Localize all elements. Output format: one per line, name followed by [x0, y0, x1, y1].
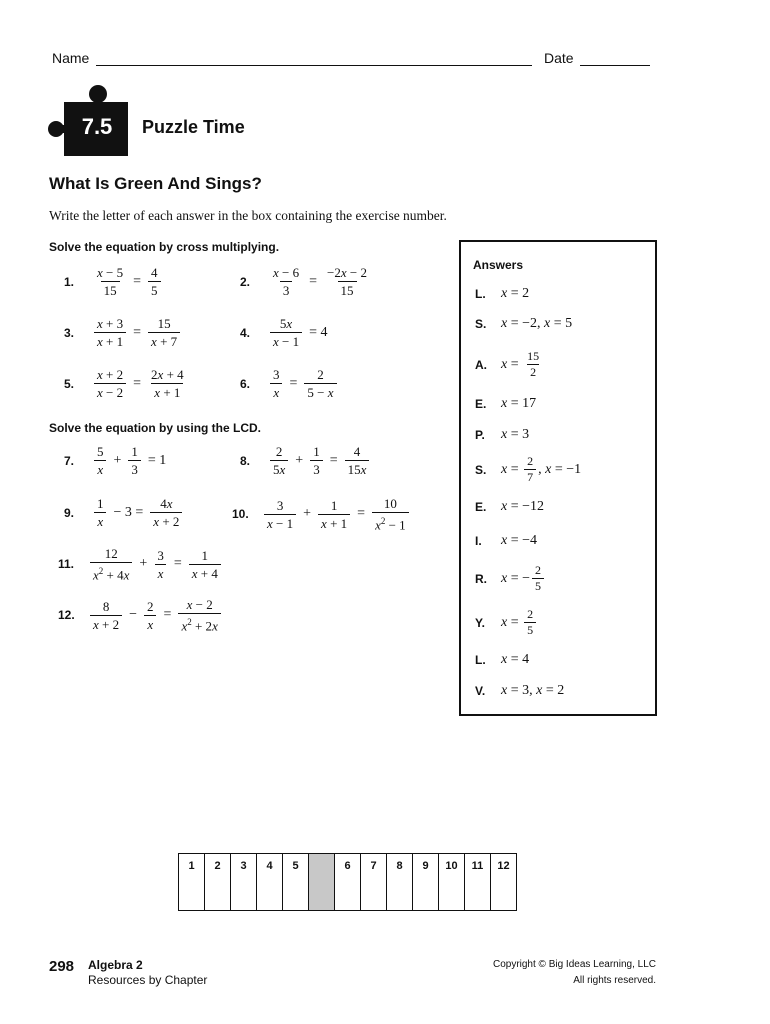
answer-cell[interactable]	[439, 854, 465, 911]
cell-number: 10	[445, 860, 458, 872]
cell-number	[309, 854, 334, 860]
answer-item: I. x = −4	[475, 533, 538, 548]
answer-item: L. x = 4	[475, 652, 530, 667]
exercise-number: 5.	[64, 376, 75, 391]
copyright: Copyright © Big Ideas Learning, LLC	[492, 959, 656, 970]
answer-item: S. x = −2, x = 5	[475, 316, 573, 331]
name-label: Name	[52, 50, 90, 66]
answer-letter: R.	[475, 571, 487, 586]
answer-letter: A.	[475, 357, 487, 372]
exercise-number: 11.	[58, 557, 75, 572]
answer-cell[interactable]	[491, 854, 517, 911]
answer-item: R. x = − $\frac{2}{5}$	[475, 564, 546, 593]
exercise-number: 7.	[64, 453, 75, 468]
exercise-3: 3. $\frac{x + 3}{x + 1}$ = $\frac{15}{x + 7}$	[64, 316, 182, 349]
book-subtitle: Resources by Chapter	[88, 973, 208, 987]
exercise-2: 2. $\frac{x - 6}{3}$ = $\frac{-2x - 2}{15}$	[240, 265, 367, 298]
answers-heading: Answers	[473, 258, 524, 272]
shaded-cell	[309, 854, 335, 911]
rights: All rights reserved.	[573, 975, 656, 986]
exercise-8: 8. $\frac{2}{5x}$ + $\frac{1}{3}$ = $\frac{4}{15x}$	[240, 444, 371, 477]
cell-number: 6	[344, 860, 351, 872]
answer-cell[interactable]	[465, 854, 491, 911]
answer-letter: E.	[475, 397, 487, 411]
answer-letter: I.	[475, 534, 482, 548]
exercise-number: 10.	[232, 507, 249, 522]
answer-letter: Y.	[475, 615, 486, 630]
answer-letter: V.	[475, 684, 486, 698]
cell-number: 9	[422, 860, 429, 872]
answer-item: V. x = 3, x = 2	[475, 683, 565, 698]
answer-cell[interactable]	[179, 854, 205, 911]
answer-cell[interactable]	[283, 854, 309, 911]
exercise-4: 4. $\frac{5x}{x - 1}$ = 4	[240, 316, 328, 349]
cell-number: 12	[497, 860, 510, 872]
answer-item: Y. x = $\frac{2}{5}$	[475, 608, 538, 637]
answer-item: A. x = $\frac{15}{2}$	[475, 349, 540, 379]
section-number: 7.5	[81, 114, 113, 139]
exercise-number: 3.	[64, 325, 75, 340]
exercise-number: 1.	[64, 274, 75, 289]
exercise-number: 6.	[240, 376, 251, 391]
part2-heading: Solve the equation by using the LCD.	[49, 421, 262, 435]
section-title: Puzzle Time	[142, 117, 245, 137]
exercise-9: 9. $\frac{1}{x}$ − 3 = $\frac{4x}{x + 2}$	[64, 496, 184, 529]
exercise-number: 8.	[240, 453, 251, 468]
cell-number: 5	[292, 860, 299, 872]
exercise-number: 9.	[64, 505, 75, 520]
answer-cell[interactable]	[361, 854, 387, 911]
name-line[interactable]	[96, 65, 532, 66]
cell-number: 8	[396, 860, 403, 872]
cell-number: 7	[370, 860, 377, 872]
exercise-6: 6. $\frac{3}{x}$ = $\frac{2}{5 - x}$	[240, 367, 339, 400]
answer-item: E. x = −12	[475, 499, 545, 514]
answer-letter: L.	[475, 287, 486, 301]
cell-number: 11	[471, 860, 484, 872]
instructions: Write the letter of each answer in the box containing the exercise number.	[49, 208, 447, 223]
exercise-12: 12. $\frac{8}{x + 2}$ − $\frac{2}{x}$ = $\frac{x - 2}{x^2 + 2x}$	[58, 597, 223, 633]
answer-cell[interactable]	[205, 854, 231, 911]
exercise-7: 7. $\frac{5}{x}$ + $\frac{1}{3}$ = 1	[64, 444, 167, 477]
answer-item: P. x = 3	[475, 427, 530, 442]
exercise-1: 1. $\frac{x - 5}{15}$ = $\frac{4}{5}$	[64, 265, 163, 298]
exercise-number: 2.	[240, 274, 251, 289]
puzzle-title: What Is Green And Sings?	[49, 174, 262, 193]
part1-heading: Solve the equation by cross multiplying.	[49, 240, 280, 254]
book-title: Algebra 2	[88, 958, 143, 972]
exercise-11: 11. $\frac{12}{x^2 + 4x}$ + $\frac{3}{x}$ = $\frac{1}{x + 4}$	[58, 546, 223, 582]
answer-letter: S.	[475, 462, 487, 477]
answer-cell[interactable]	[257, 854, 283, 911]
exercise-number: 4.	[240, 325, 251, 340]
answer-cell[interactable]	[231, 854, 257, 911]
answer-grid	[178, 853, 517, 911]
answer-item: S. x = $\frac{2}{7}$ , x = −1	[475, 454, 582, 484]
answer-letter: L.	[475, 653, 486, 667]
date-line[interactable]	[580, 65, 650, 66]
page-number: 298	[49, 958, 75, 975]
cell-number: 2	[214, 860, 221, 872]
cell-number: 4	[266, 860, 273, 872]
answer-item: L. x = 2	[475, 286, 530, 301]
exercise-10: 10. $\frac{3}{x - 1}$ + $\frac{1}{x + 1}$ = $\frac{10}{x^2 - 1}$	[232, 496, 411, 532]
answer-letter: E.	[475, 500, 487, 514]
cell-number: 1	[188, 860, 195, 872]
cell-number: 3	[240, 860, 247, 872]
answer-cell[interactable]	[335, 854, 361, 911]
answer-cell[interactable]	[387, 854, 413, 911]
date-label: Date	[544, 50, 574, 66]
answer-cell[interactable]	[413, 854, 439, 911]
answer-letter: S.	[475, 317, 487, 331]
exercise-number: 12.	[58, 608, 75, 623]
answer-letter: P.	[475, 428, 485, 442]
exercise-5: 5. $\frac{x + 2}{x - 2}$ = $\frac{2x + 4}{x + 1}$	[64, 367, 184, 400]
answer-item: E. x = 17	[475, 396, 537, 411]
